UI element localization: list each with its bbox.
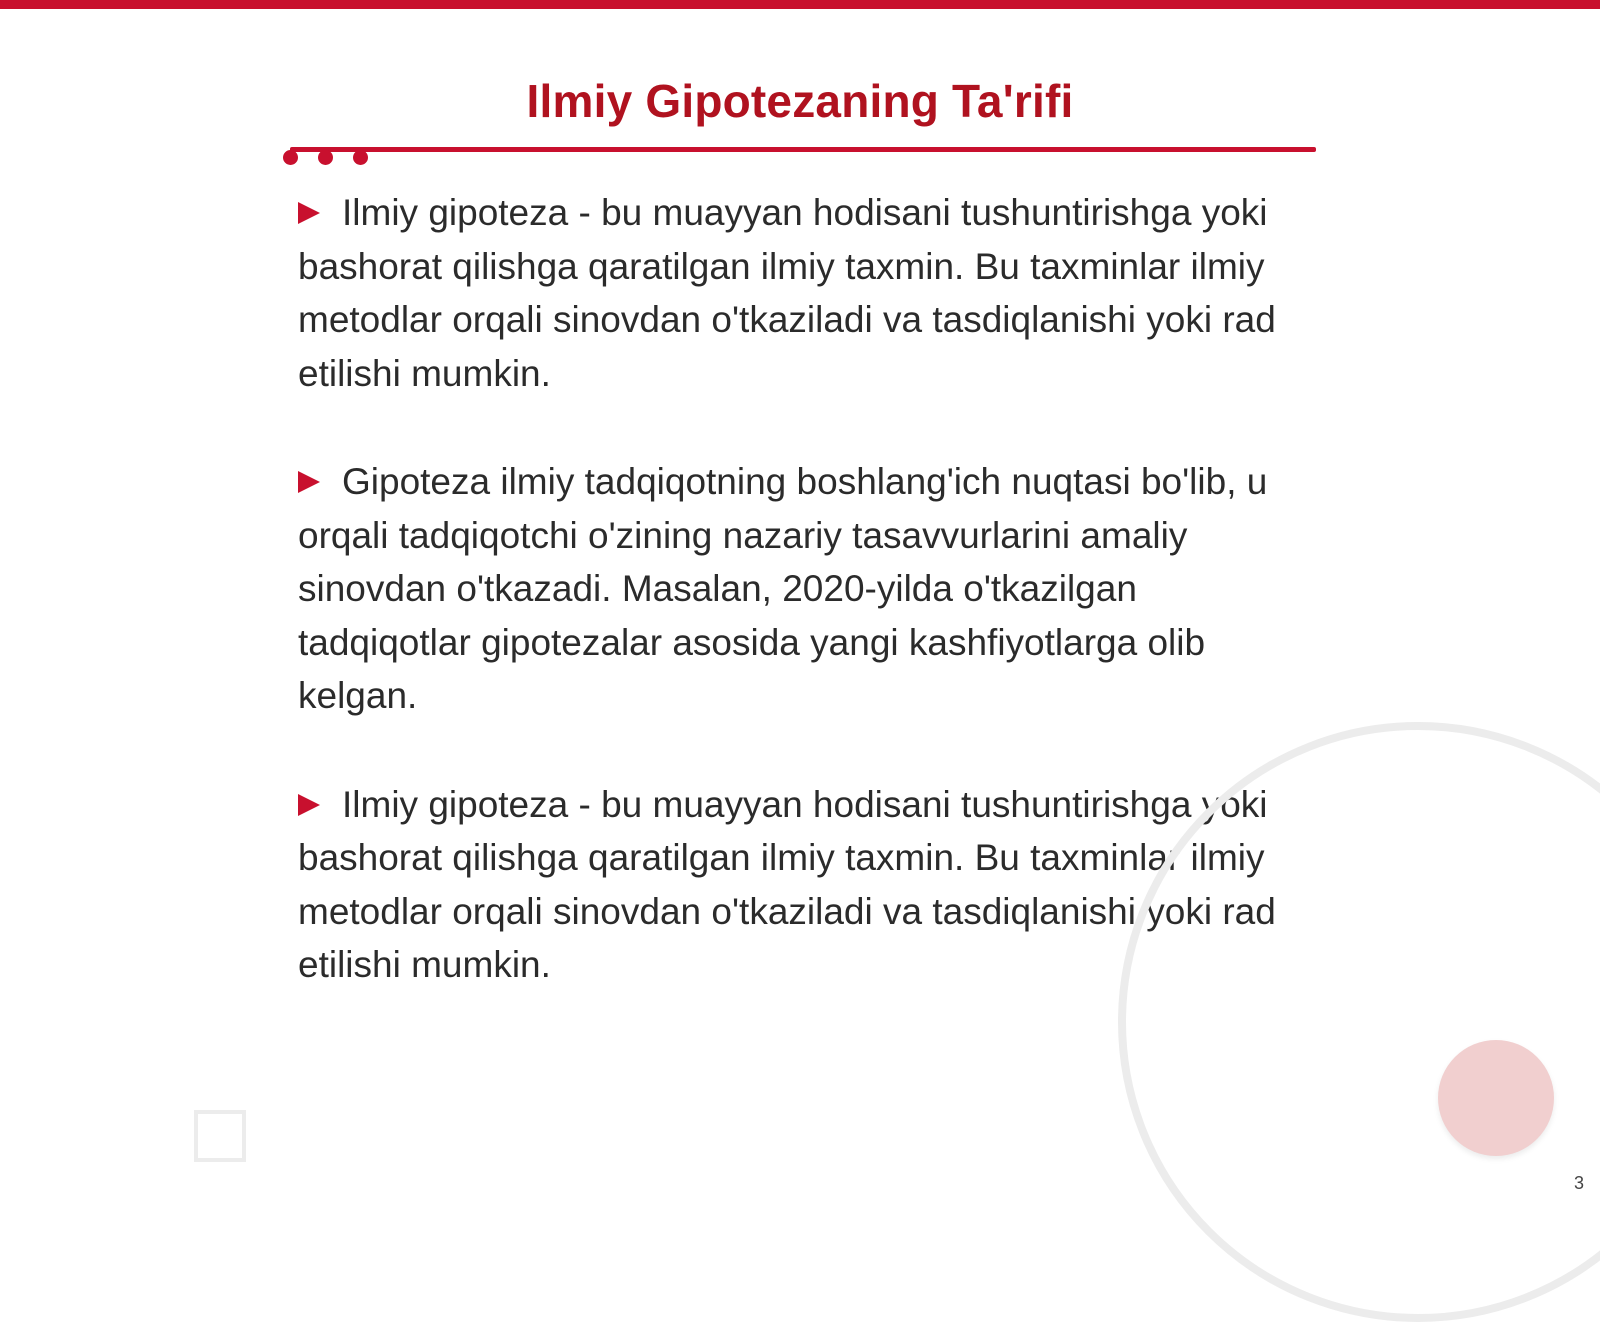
bullet-item (298, 186, 1308, 400)
top-accent-bar (0, 0, 1600, 9)
title-underline (290, 147, 1316, 152)
bullet-text: Ilmiy gipoteza - bu muayyan hodisani tushuntirishga yoki bashorat qilishga qaratilgan ilmiy taxmin. Bu taxminlar ilmiy metodlar orqali sinovdan o'tkaziladi va tasdiqlanishi yoki rad etilishi mumkin. (298, 192, 1276, 394)
triangle-right-icon (298, 202, 320, 224)
bullet-item (298, 455, 1308, 723)
bullet-text: Gipoteza ilmiy tadqiqotning boshlang'ich nuqtasi bo'lib, u orqali tadqiqotchi o'zining nazariy tasavvurlarini amaliy sinovdan o'tkazadi. Masalan, 2020-yilda o'tkazilgan tadqiqotlar gipotezalar asosida yangi kashfiyotlarga olib kelgan. (298, 461, 1268, 716)
slide-title: Ilmiy Gipotezaning Ta'rifi (526, 75, 1074, 127)
triangle-right-icon (298, 471, 320, 493)
triangle-right-icon (298, 794, 320, 816)
decorative-dot-icon (353, 150, 368, 165)
decorative-circle (1438, 1040, 1554, 1156)
decorative-dot-icon (318, 150, 333, 165)
bullet-text: Ilmiy gipoteza - bu muayyan hodisani tushuntirishga yoki bashorat qilishga qaratilgan ilmiy taxmin. Bu taxminlar ilmiy metodlar orqali sinovdan o'tkaziladi va tasdiqlanishi yoki rad etilishi mumkin. (298, 783, 1276, 985)
decorative-dot-icon (283, 150, 298, 165)
page-number: 3 (1573, 1173, 1584, 1193)
decorative-square (194, 1110, 246, 1162)
